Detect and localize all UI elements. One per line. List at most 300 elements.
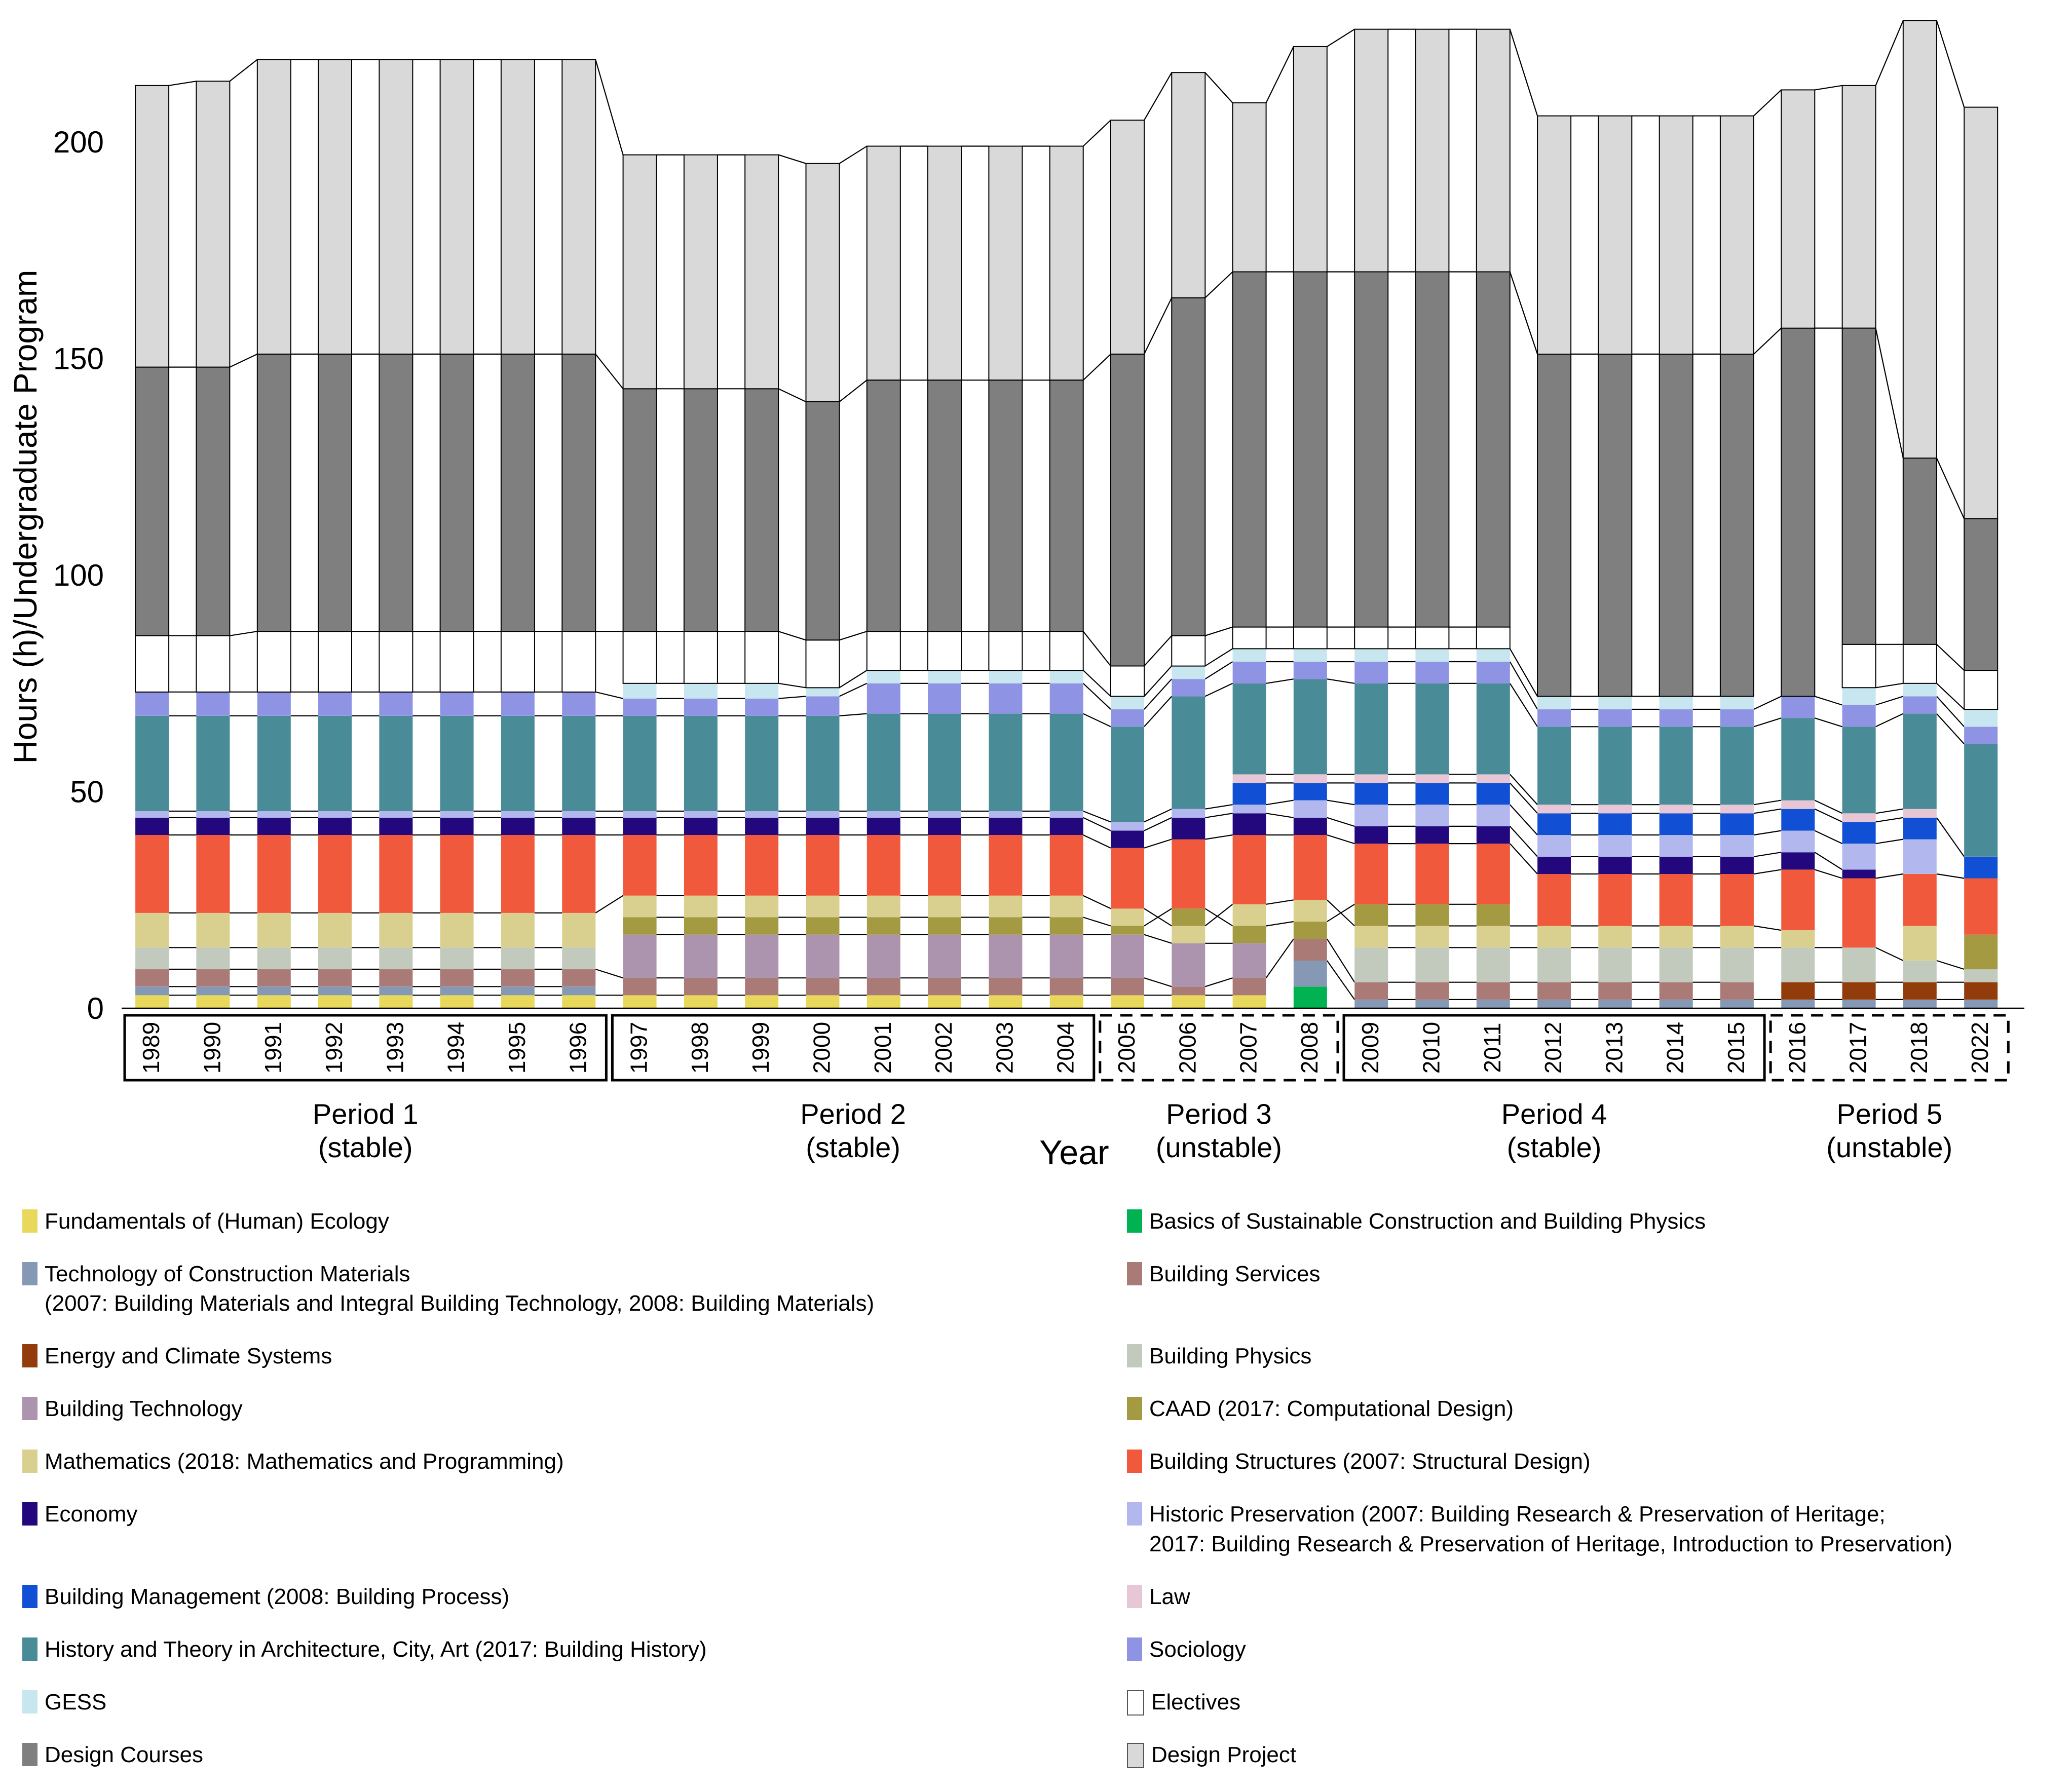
bar-segment-econ — [1720, 857, 1754, 874]
bar-segment-hist — [379, 716, 412, 811]
bar-segment-elect — [1415, 627, 1449, 649]
legend-label-line: Building Structures (2007: Structural Design) — [1149, 1449, 1591, 1474]
connector-line — [1205, 272, 1232, 298]
connector-line — [595, 692, 623, 699]
legend-item-eco — [22, 1207, 1117, 1236]
legend-label-line: Design Courses — [45, 1742, 204, 1767]
period-sublabel: (stable) — [1506, 1131, 1602, 1163]
connector-line — [1327, 29, 1354, 47]
bar-segment-bphys — [1660, 947, 1693, 982]
bar-segment-caad — [989, 918, 1022, 935]
bar-segment-eco — [318, 995, 352, 1008]
bar-segment-caad — [867, 918, 900, 935]
bar-segment-bphys — [501, 947, 535, 969]
bar-segment-gess — [928, 670, 961, 683]
legend-item-bphys — [1127, 1342, 2059, 1371]
x-tick-label: 2011 — [1479, 1022, 1505, 1073]
bar-segment-bphys — [257, 947, 291, 969]
bar-segment-caad — [1415, 904, 1449, 926]
bar-segment-bphys — [1477, 947, 1510, 982]
bar-segment-bstr — [745, 835, 778, 896]
bar-segment-bserv — [501, 969, 535, 986]
connector-line — [1815, 831, 1842, 844]
bar-segment-eco — [501, 995, 535, 1008]
connector-line — [230, 631, 257, 636]
bar-segment-hist — [623, 716, 657, 811]
legend-swatch-caad-icon — [1127, 1397, 1142, 1420]
bar-segment-dcourses — [1354, 272, 1388, 627]
x-tick-label: 1994 — [442, 1021, 469, 1074]
bar-segment-hist — [1964, 744, 1998, 856]
bar-segment-econ — [196, 818, 230, 835]
connector-line — [1937, 818, 1964, 857]
x-tick-label: 1990 — [199, 1021, 225, 1074]
bar-segment-hpres — [1598, 835, 1632, 857]
bar-segment-eco — [257, 995, 291, 1008]
bar-segment-bstr — [1903, 874, 1937, 926]
bar-segment-dproj — [440, 60, 474, 354]
x-tick-label: 1996 — [564, 1021, 591, 1074]
x-tick-label: 2018 — [1905, 1021, 1932, 1074]
legend-swatch-econ-icon — [22, 1502, 37, 1526]
bar-segment-tcm — [1477, 1000, 1510, 1008]
legend-label — [45, 1740, 203, 1770]
bar-segment-math — [1598, 926, 1632, 948]
bar-segment-elect — [257, 631, 291, 692]
bar-segment-soc — [1903, 696, 1937, 713]
bar-segment-math — [1781, 930, 1815, 947]
connector-line — [1205, 813, 1232, 818]
connector-line — [1327, 818, 1354, 826]
period-sublabel: (stable) — [318, 1131, 413, 1163]
bar-segment-hist — [1903, 714, 1937, 809]
bar-segment-eco — [562, 995, 595, 1008]
bar-segment-hpres — [1781, 831, 1815, 853]
connector-line — [1815, 86, 1842, 90]
connector-line — [1083, 896, 1111, 909]
bar-segment-soc — [1294, 662, 1327, 679]
bar-segment-bserv — [745, 978, 778, 995]
bar-segment-btech — [745, 935, 778, 978]
bar-segment-dproj — [562, 60, 595, 354]
bar-segment-elect — [440, 631, 474, 692]
connector-line — [595, 969, 623, 978]
connector-line — [1144, 935, 1172, 943]
bar-segment-math — [1354, 926, 1388, 948]
bar-segment-soc — [1354, 662, 1388, 683]
bar-segment-econ — [1233, 813, 1266, 835]
x-tick-label: 2017 — [1844, 1021, 1871, 1074]
legend-label-line: Electives — [1151, 1689, 1241, 1714]
connector-line — [1937, 644, 1964, 670]
bar-segment-dproj — [1233, 103, 1266, 272]
bar-segment-tcm — [135, 986, 169, 995]
bar-segment-bphys — [1415, 947, 1449, 982]
legend-label — [1149, 1342, 1311, 1371]
bar-segment-bserv — [1111, 978, 1144, 995]
legend-swatch-bmgmt-icon — [22, 1585, 37, 1608]
bar-segment-bserv — [318, 969, 352, 986]
bar-segment-bserv — [1537, 982, 1571, 1000]
legend-swatch-hist-icon — [22, 1637, 37, 1661]
bar-segment-hpres — [318, 811, 352, 818]
bar-segment-bmgmt — [1842, 822, 1876, 844]
bar-segment-hpres — [1050, 811, 1083, 818]
bar-segment-soc — [1660, 709, 1693, 727]
bar-segment-bstr — [1660, 874, 1693, 926]
bar-segment-dcourses — [1172, 298, 1205, 636]
bar-segment-dproj — [1781, 90, 1815, 328]
connector-line — [1205, 805, 1232, 809]
bar-segment-math — [257, 913, 291, 947]
legend-swatch-btech-icon — [22, 1397, 37, 1420]
legend-swatch-eco-icon — [22, 1209, 37, 1233]
legend-label-line: Building Physics — [1149, 1344, 1312, 1369]
bar-segment-soc — [1050, 683, 1083, 714]
bar-segment-tcm — [1537, 1000, 1571, 1008]
bar-segment-soc — [745, 699, 778, 716]
bar-segment-bphys — [440, 947, 474, 969]
bar-segment-bmgmt — [1720, 813, 1754, 835]
bar-segment-bstr — [1964, 879, 1998, 935]
bar-segment-bserv — [562, 969, 595, 986]
bar-segment-dcourses — [745, 389, 778, 631]
connector-line — [1754, 831, 1781, 835]
bar-segment-caad — [745, 918, 778, 935]
legend-swatch-green-icon — [1127, 1209, 1142, 1233]
bar-segment-dcourses — [1781, 328, 1815, 697]
bar-segment-elect — [196, 636, 230, 692]
x-tick-label: 2006 — [1174, 1021, 1201, 1074]
bar-segment-btech — [867, 935, 900, 978]
bar-segment-dcourses — [135, 367, 169, 636]
bar-segment-soc — [501, 692, 535, 716]
bar-segment-elect — [745, 631, 778, 683]
bar-segment-dproj — [196, 81, 230, 367]
bar-segment-soc — [1781, 696, 1815, 718]
bar-segment-dcourses — [1720, 354, 1754, 697]
bar-segment-econ — [562, 818, 595, 835]
bar-segment-bserv — [1477, 982, 1510, 1000]
connector-line — [1876, 809, 1903, 814]
bar-segment-math — [501, 913, 535, 947]
bar-segment-econ — [1050, 818, 1083, 835]
x-tick-label: 2003 — [991, 1021, 1018, 1074]
bar-segment-gess — [1903, 683, 1937, 697]
bar-segment-btech — [623, 935, 657, 978]
legend-item-tcm — [22, 1260, 1117, 1318]
bar-segment-dcourses — [806, 402, 840, 640]
bar-segment-hpres — [1537, 835, 1571, 857]
bar-segment-gess — [867, 670, 900, 683]
bar-segment-bphys — [1781, 947, 1815, 982]
bar-segment-hpres — [1415, 805, 1449, 826]
connector-line — [778, 683, 806, 688]
bar-segment-hpres — [1660, 835, 1693, 857]
bar-segment-tcm — [562, 986, 595, 995]
connector-line — [1510, 844, 1537, 874]
bar-segment-dproj — [745, 155, 778, 389]
bar-segment-soc — [562, 692, 595, 716]
bar-segment-soc — [1111, 709, 1144, 727]
legend-label-line: Economy — [45, 1502, 138, 1527]
bar-segment-bphys — [1354, 947, 1388, 982]
bar-segment-hist — [867, 714, 900, 811]
bar-segment-hpres — [440, 811, 474, 818]
connector-line — [1754, 696, 1781, 709]
connector-line — [1083, 818, 1111, 831]
bar-segment-elect — [1294, 627, 1327, 649]
bar-segment-bstr — [379, 835, 412, 913]
bar-segment-bphys — [318, 947, 352, 969]
bar-segment-soc — [684, 699, 718, 716]
bars — [135, 21, 1998, 1009]
x-tick-label: 2009 — [1357, 1021, 1384, 1074]
bar-segment-econ — [1598, 857, 1632, 874]
bar-segment-soc — [1598, 709, 1632, 727]
y-tick-label: 0 — [87, 992, 104, 1025]
period-label: Period 4 — [1501, 1098, 1607, 1130]
bar-segment-dcourses — [623, 389, 657, 631]
bar-segment-hist — [1781, 718, 1815, 801]
bar-segment-bserv — [928, 978, 961, 995]
bar-segment-bstr — [1294, 835, 1327, 900]
bar-segment-dproj — [1903, 21, 1937, 459]
bar-segment-eco — [806, 995, 840, 1008]
bar-segment-econ — [989, 818, 1022, 835]
connector-line — [230, 354, 257, 367]
legend-label-line: Mathematics (2018: Mathematics and Programming) — [45, 1449, 564, 1474]
bar-segment-econ — [318, 818, 352, 835]
bar-segment-dproj — [684, 155, 718, 389]
bar-segment-bstr — [1842, 879, 1876, 948]
bar-segment-caad — [1964, 935, 1998, 969]
bar-segment-law — [1903, 809, 1937, 818]
bar-segment-soc — [806, 696, 840, 716]
bar-segment-bphys — [196, 947, 230, 969]
legend-item-bserv — [1127, 1260, 2059, 1318]
connector-line — [1327, 835, 1354, 844]
connector-line — [1205, 627, 1232, 636]
bar-segment-math — [867, 896, 900, 918]
connector-line — [1083, 811, 1111, 822]
bar-segment-hist — [989, 714, 1022, 811]
bar-segment-bstr — [623, 835, 657, 896]
bar-segment-math — [1903, 926, 1937, 961]
bar-segment-bserv — [623, 978, 657, 995]
bar-segment-law — [1842, 813, 1876, 822]
bar-segment-bstr — [196, 835, 230, 913]
connector-line — [1327, 900, 1354, 926]
x-tick-label: 2004 — [1052, 1021, 1079, 1074]
bar-segment-tcm — [1354, 1000, 1388, 1008]
bar-segment-hist — [1354, 683, 1388, 775]
connector-line — [1937, 874, 1964, 879]
bar-segment-btech — [806, 935, 840, 978]
bar-segment-hist — [257, 716, 291, 811]
bar-segment-dproj — [1598, 116, 1632, 354]
bar-segment-elect — [1111, 666, 1144, 697]
x-tick-label: 2015 — [1722, 1021, 1749, 1074]
connector-line — [1754, 926, 1781, 931]
bar-segment-gess — [806, 688, 840, 696]
legend-item-law — [1127, 1582, 2059, 1612]
connector-line — [1144, 72, 1172, 120]
legend-swatch-law-icon — [1127, 1585, 1142, 1608]
bar-segment-hist — [562, 716, 595, 811]
bar-segment-bstr — [806, 835, 840, 896]
legend-item-econ — [22, 1500, 1117, 1558]
bar-segment-eco — [684, 995, 718, 1008]
bar-segment-bphys — [379, 947, 412, 969]
bar-segment-gess — [1598, 696, 1632, 709]
bar-segment-math — [1172, 926, 1205, 943]
legend-label-line: Technology of Construction Materials — [45, 1262, 410, 1287]
bar-segment-bserv — [135, 969, 169, 986]
bar-segment-hpres — [1172, 809, 1205, 818]
connector-line — [1876, 874, 1903, 879]
connector-line — [1754, 328, 1781, 354]
bar-segment-eco — [623, 995, 657, 1008]
connector-line — [1144, 298, 1172, 354]
bar-segment-hpres — [1111, 822, 1144, 830]
bar-segment-hist — [501, 716, 535, 811]
legend-swatch-soc-icon — [1127, 1637, 1142, 1661]
bar-segment-dcourses — [196, 367, 230, 636]
bar-segment-soc — [1720, 709, 1754, 727]
bar-segment-econ — [1415, 826, 1449, 844]
legend-swatch-energy-icon — [22, 1344, 37, 1367]
connector-line — [1754, 718, 1781, 727]
bar-segment-hist — [1598, 727, 1632, 805]
connector-line — [1815, 852, 1842, 869]
bar-segment-gess — [1354, 649, 1388, 662]
bar-segment-bstr — [1050, 835, 1083, 896]
bar-segment-bserv — [1294, 939, 1327, 961]
connector-line — [839, 714, 867, 716]
connector-line — [1205, 978, 1232, 986]
bar-segment-gess — [1964, 709, 1998, 727]
connector-line — [1876, 714, 1903, 727]
bar-segment-dproj — [867, 146, 900, 380]
bar-segment-elect — [806, 640, 840, 688]
legend-label — [45, 1342, 332, 1371]
connector-line — [1327, 679, 1354, 683]
bar-segment-elect — [1903, 644, 1937, 683]
connector-line — [1815, 869, 1842, 878]
bar-segment-dproj — [928, 146, 961, 380]
bar-segment-bphys — [562, 947, 595, 969]
bar-segment-gess — [1842, 688, 1876, 705]
bar-segment-elect — [989, 631, 1022, 670]
x-tick-label: 2022 — [1967, 1021, 1993, 1074]
bar-segment-econ — [1842, 869, 1876, 878]
bar-segment-dproj — [1964, 107, 1998, 519]
bar-segment-energy — [1903, 982, 1937, 1000]
bar-segment-math — [135, 913, 169, 947]
legend-item-bmgmt — [22, 1582, 1117, 1612]
bar-segment-econ — [440, 818, 474, 835]
bar-segment-dproj — [1415, 29, 1449, 272]
bar-segment-eco — [440, 995, 474, 1008]
connector-line — [1205, 649, 1232, 666]
bar-segment-elect — [135, 636, 169, 692]
bar-segment-dproj — [1537, 116, 1571, 354]
bar-segment-dcourses — [440, 354, 474, 631]
bar-segment-gess — [1233, 649, 1266, 662]
bar-segment-dproj — [623, 155, 657, 389]
legend-label — [1151, 1688, 1240, 1717]
connector-line — [1876, 947, 1903, 961]
bar-segment-caad — [1233, 926, 1266, 943]
bar-segment-bserv — [1415, 982, 1449, 1000]
connector-line — [1327, 939, 1354, 982]
bar-segment-econ — [867, 818, 900, 835]
connector-line — [1754, 869, 1781, 874]
bar-segment-bmgmt — [1598, 813, 1632, 835]
bar-segment-tcm — [1964, 1000, 1998, 1008]
bar-segment-math — [1111, 908, 1144, 926]
bar-segment-hpres — [1842, 844, 1876, 869]
bar-segment-tcm — [1660, 1000, 1693, 1008]
bar-segment-hist — [1660, 727, 1693, 805]
bar-segment-econ — [1781, 852, 1815, 869]
bar-segment-econ — [745, 818, 778, 835]
connector-line — [1144, 840, 1172, 848]
x-tick-label: 2013 — [1601, 1021, 1628, 1074]
x-axis-title: Year — [1039, 1133, 1109, 1172]
y-tick-label: 150 — [53, 341, 104, 376]
bar-segment-hist — [745, 716, 778, 811]
legend-swatch-hpres-icon — [1127, 1502, 1142, 1526]
bar-segment-soc — [318, 692, 352, 716]
legend — [22, 1207, 2059, 1770]
bar-segment-green — [1294, 986, 1327, 1008]
legend-swatch-gess-icon — [22, 1690, 37, 1713]
connector-line — [1205, 835, 1232, 840]
connector-line — [1510, 774, 1537, 805]
bar-segment-law — [1781, 801, 1815, 809]
legend-label-line: History and Theory in Architecture, City, Art (2017: Building History) — [45, 1636, 707, 1662]
connector-line — [1876, 818, 1903, 822]
bar-segment-hist — [684, 716, 718, 811]
bar-segment-dproj — [1111, 120, 1144, 354]
legend-label-line: Design Project — [1151, 1742, 1297, 1767]
x-tick-label: 2007 — [1235, 1021, 1262, 1074]
connector-line — [1937, 458, 1964, 519]
legend-label-line: Sociology — [1149, 1636, 1246, 1662]
bar-segment-econ — [1111, 831, 1144, 848]
connector-line — [1266, 922, 1294, 926]
bar-segment-tcm — [318, 986, 352, 995]
bar-segment-energy — [1964, 982, 1998, 1000]
bar-segment-btech — [989, 935, 1022, 978]
bar-segment-btech — [928, 935, 961, 978]
bar-segment-dproj — [257, 60, 291, 354]
bar-segment-bserv — [1233, 978, 1266, 995]
connector-line — [1205, 683, 1232, 697]
bar-segment-dproj — [1354, 29, 1388, 272]
legend-label-line: Energy and Climate Systems — [45, 1344, 332, 1369]
period-label: Period 2 — [800, 1098, 906, 1130]
bar-segment-elect — [379, 631, 412, 692]
bar-segment-tcm — [440, 986, 474, 995]
bar-segment-econ — [1354, 826, 1388, 844]
connector-line — [1083, 835, 1111, 848]
bar-segment-econ — [806, 818, 840, 835]
bar-segment-law — [1537, 805, 1571, 813]
bar-segment-gess — [1172, 666, 1205, 679]
